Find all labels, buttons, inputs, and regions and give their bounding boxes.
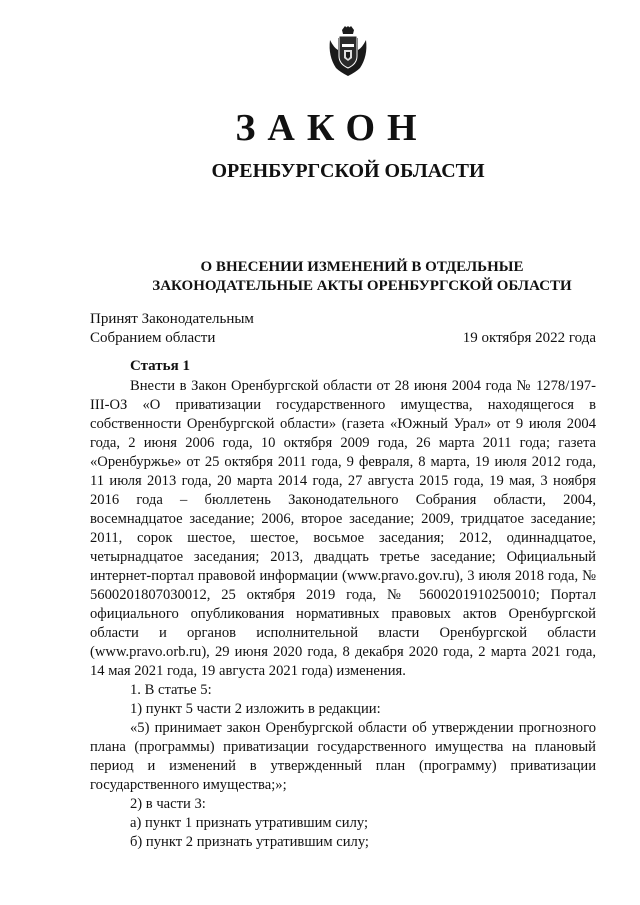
item-1-subitem-1: 1) пункт 5 части 2 изложить в редакции: xyxy=(130,701,381,717)
article-body xyxy=(90,377,596,852)
item-1-subitem-2: 2) в части 3: xyxy=(130,796,206,812)
adoption-date: 19 октября 2022 года xyxy=(462,330,596,346)
article-heading: Статья 1 xyxy=(130,358,190,374)
law-subject xyxy=(0,258,640,296)
item-1: 1. В статье 5: xyxy=(130,682,212,698)
adoption-line-2: Собранием области xyxy=(90,330,216,346)
item-1-subitem-2a: а) пункт 1 признать утратившим силу; xyxy=(130,815,369,831)
coat-of-arms-icon xyxy=(326,26,370,78)
subject-line-1: О ВНЕСЕНИИ ИЗМЕНЕНИЙ В ОТДЕЛЬНЫЕ xyxy=(200,259,524,275)
article-intro: Внести в Закон Оренбургской области от 28 июня 2004 года № 1278/197-III-ОЗ «О приватизации государственного имущества, находящегося в собственности Оренбургской области» (газета «Южный Урал» от 9 июля 2004 года, 2 июня 2006 года, 10 октября 2009 года, 26 марта 2011 года; газета «Оренбуржье» от 25 октября 2011 года, 9 февраля, 8 марта, 19 июля 2012 года, 11 июля 2013 года, 20 марта 2014 года, 27 августа 2015 года, 19 мая, 3 ноября 2016 года – бюллетень Законодательного Собрания области, 2004, восемнадцатое заседание; 2006, второе заседание; 2009, тридцатое заседание; 2011, сорок шестое, шестое, восьмое заседания; 2012, одиннадцатое, четырнадцатое заседания; 2013, двадцать третье заседание; Официальный интернет-портал правовой информации (www.pravo.gov.ru), 3 июля 2018 года, № 5600201807030012, 25 октября 2019 года, № 5600201910250010; Портал официального опубликования нормативных правовых актов Оренбургской области и органов исполнительной власти Оренбургской области (www.pravo.orb.ru), 29 июня 2020 года, 8 декабря 2020 года, 2 марта 2021 года, 14 мая 2021 года, 19 августа 2021 года) изменения. xyxy=(90,378,596,679)
adoption-line-1: Принят Законодательным xyxy=(90,311,254,327)
quoted-amendment: «5) принимает закон Оренбургской области об утверждении прогнозного плана (программы) приватизации государственного имущества на плановый период и изменений в утвержденный план (программу) приватизации государственного имущества;»; xyxy=(90,720,596,793)
item-1-subitem-2b: б) пункт 2 признать утратившим силу; xyxy=(130,834,369,850)
region-title: ОРЕНБУРГСКОЙ ОБЛАСТИ xyxy=(211,160,485,182)
law-title: ЗАКОН xyxy=(235,107,429,149)
subject-line-2: ЗАКОНОДАТЕЛЬНЫЕ АКТЫ ОРЕНБУРГСКОЙ ОБЛАСТИ xyxy=(152,278,572,294)
adoption-statement xyxy=(90,310,254,348)
